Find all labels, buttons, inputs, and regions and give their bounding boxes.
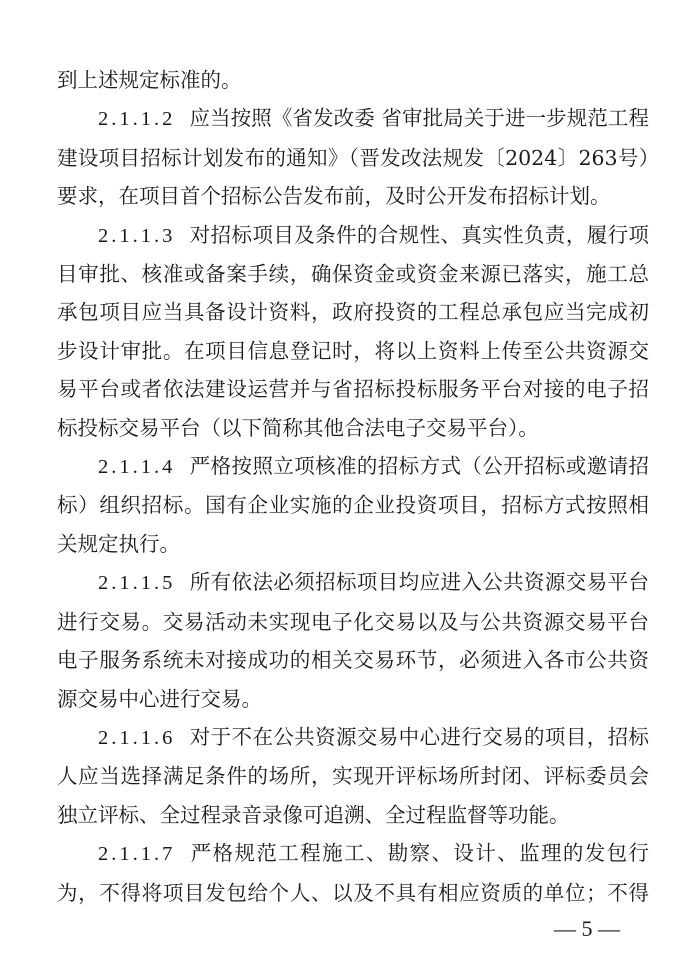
paragraph-text: 严格按照立项核准的招标方式（公开招标或邀请招标）组织招标。国有企业实施的企业投资项目，招标方式按照相关规定执行。 [57,454,649,556]
clause-number: 2.1.1.5 [98,572,176,595]
document-body [57,61,649,912]
clause-number: 2.1.1.3 [98,224,176,247]
paragraph-text: 应当按照《省发改委 省审批局关于进一步规范工程建设项目招标计划发布的通知》（晋发改法规发〔2024〕263号）要求，在项目首个招标公告发布前，及时公开发布招标计划。 [57,106,649,209]
paragraph-text: 严格规范工程施工、勘察、设计、监理的发包行为，不得将项目发包给个人、以及不具有相应资质的单位；不得 [57,841,649,905]
clause-number: 2.1.1.4 [98,456,176,479]
clause-number: 2.1.1.2 [98,108,176,131]
paragraph-text: 对招标项目及条件的合规性、真实性负责，履行项目审批、核准或备案手续，确保资金或资金来源已落实，施工总承包项目应当具备设计资料，政府投资的工程总承包应当完成初步设计审批。在项目信息登记时，将以上资料上传至公共资源交易平台或者依法建设运营并与省招标投标服务平台对接的电子招标投标交易平台（以下简称其他合法电子交易平台）。 [57,222,649,440]
paragraph-2-1-1-2 [57,99,649,215]
paragraph-2-1-1-4 [57,447,649,563]
clause-number: 2.1.1.7 [98,843,176,866]
page-number: — 5 — [554,916,620,941]
paragraph-text: 所有依法必须招标项目均应进入公共资源交易平台进行交易。交易活动未实现电子化交易以及与公共资源交易平台电子服务系统未对接成功的相关交易环节，必须进入各市公共资源交易中心进行交易。 [57,570,649,711]
paragraph-2-1-1-5 [57,563,649,718]
paragraph-text: 到上述规定标准的。 [57,68,242,92]
paragraph-2-1-1-6 [57,718,649,834]
clause-number: 2.1.1.6 [98,726,176,749]
paragraph-text: 对于不在公共资源交易中心进行交易的项目，招标人应当选择满足条件的场所，实现开评标场所封闭、评标委员会独立评标、全过程录音录像可追溯、全过程监督等功能。 [57,724,649,827]
paragraph-continuation [57,61,649,99]
paragraph-2-1-1-3 [57,216,649,447]
paragraph-2-1-1-7 [57,834,649,912]
